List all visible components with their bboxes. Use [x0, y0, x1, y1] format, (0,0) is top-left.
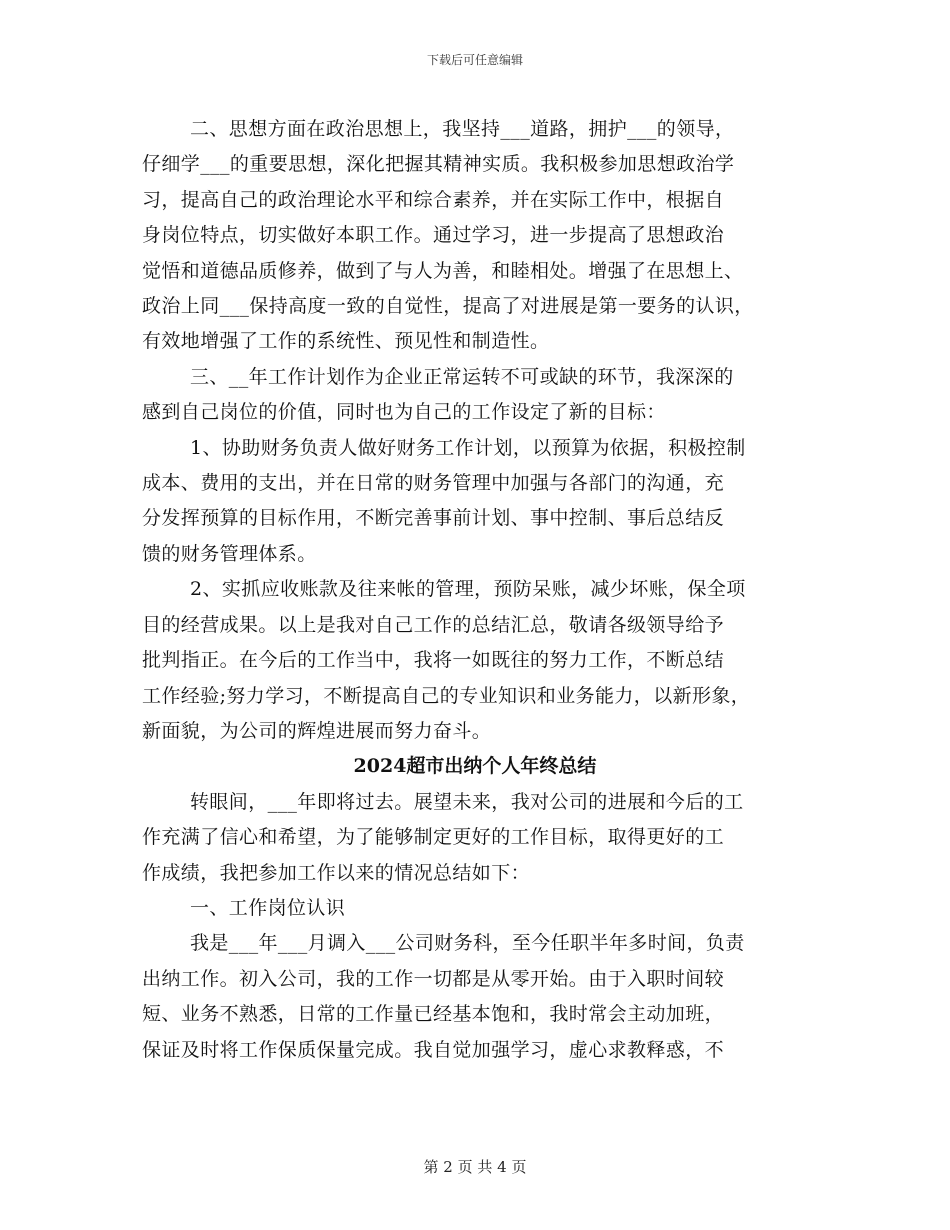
- section-title: 2024超市出纳个人年终总结: [353, 755, 597, 778]
- text-line: 工作经验;努力学习，不断提高自己的专业知识和业务能力，以新形象，: [142, 684, 751, 707]
- text-line: 感到自己岗位的价值，同时也为自己的工作设定了新的目标：: [142, 401, 666, 424]
- paragraph-plan-item-1: [142, 431, 832, 573]
- text-line: 保证及时将工作保质保量完成。我自觉加强学习，虚心求教释惑，不: [142, 1038, 725, 1061]
- subheading-job-awareness: [142, 891, 832, 926]
- page-number: 第 2 页 共 4 页: [423, 1158, 527, 1176]
- text-line: 二、思想方面在政治思想上，我坚持___道路，拥护___的领导，: [190, 118, 735, 140]
- text-line: 分发挥预算的目标作用，不断完善事前计划、事中控制、事后总结反: [142, 507, 725, 530]
- text-line: 2、实抓应收账款及往来帐的管理，预防呆账，减少坏账，保全项: [190, 578, 746, 601]
- text-line: 我是___年___月调入___公司财务科，至今任职半年多时间，负责: [190, 932, 745, 955]
- paragraph-job: [142, 926, 832, 1068]
- text-line: 目的经营成果。以上是我对自己工作的总结汇总，敬请各级领导给予: [142, 613, 725, 636]
- paragraph-plan-item-2: [142, 572, 832, 749]
- page-header-note: 下载后可任意编辑: [426, 53, 523, 67]
- text-line: 成本、费用的支出，并在日常的财务管理中加强与各部门的沟通，充: [142, 472, 725, 495]
- text-line: 有效地增强了工作的系统性、预见性和制造性。: [142, 330, 550, 353]
- text-line: 作成绩，我把参加工作以来的情况总结如下：: [142, 861, 531, 884]
- text-line: 政治上同___保持高度一致的自觉性，提高了对进展是第一要务的认识，: [142, 295, 754, 318]
- paragraph-thought: [142, 112, 832, 360]
- document-body: [142, 112, 832, 1068]
- text-line: 作充满了信心和希望，为了能够制定更好的工作目标，取得更好的工: [142, 826, 725, 849]
- text-line: 身岗位特点，切实做好本职工作。通过学习，进一步提高了思想政治: [142, 224, 725, 247]
- text-line: 馈的财务管理体系。: [142, 542, 317, 565]
- text-line: 一、工作岗位认识: [190, 896, 346, 919]
- text-line: 觉悟和道德品质修养，做到了与人为善，和睦相处。增强了在思想上、: [142, 259, 744, 282]
- text-line: 转眼间，___年即将过去。展望未来，我对公司的进展和今后的工: [190, 790, 744, 813]
- text-line: 习，提高自己的政治理论水平和综合素养，并在实际工作中，根据自: [142, 188, 725, 211]
- text-line: 新面貌，为公司的辉煌进展而努力奋斗。: [142, 719, 492, 742]
- text-line: 出纳工作。初入公司，我的工作一切都是从零开始。由于入职时间较: [142, 967, 725, 990]
- text-line: 三、__年工作计划作为企业正常运转不可或缺的环节，我深深的: [190, 365, 734, 388]
- paragraph-intro: [142, 785, 832, 891]
- text-line: 1、协助财务负责人做好财务工作计划，以预算为依据，积极控制: [190, 436, 746, 459]
- text-line: 仔细学___的重要思想，深化把握其精神实质。我积极参加思想政治学: [142, 153, 735, 176]
- text-line: 短、业务不熟悉，日常的工作量已经基本饱和，我时常会主动加班，: [142, 1003, 725, 1026]
- paragraph-plan: [142, 360, 832, 431]
- text-line: 批判指正。在今后的工作当中，我将一如既往的努力工作，不断总结: [142, 649, 725, 672]
